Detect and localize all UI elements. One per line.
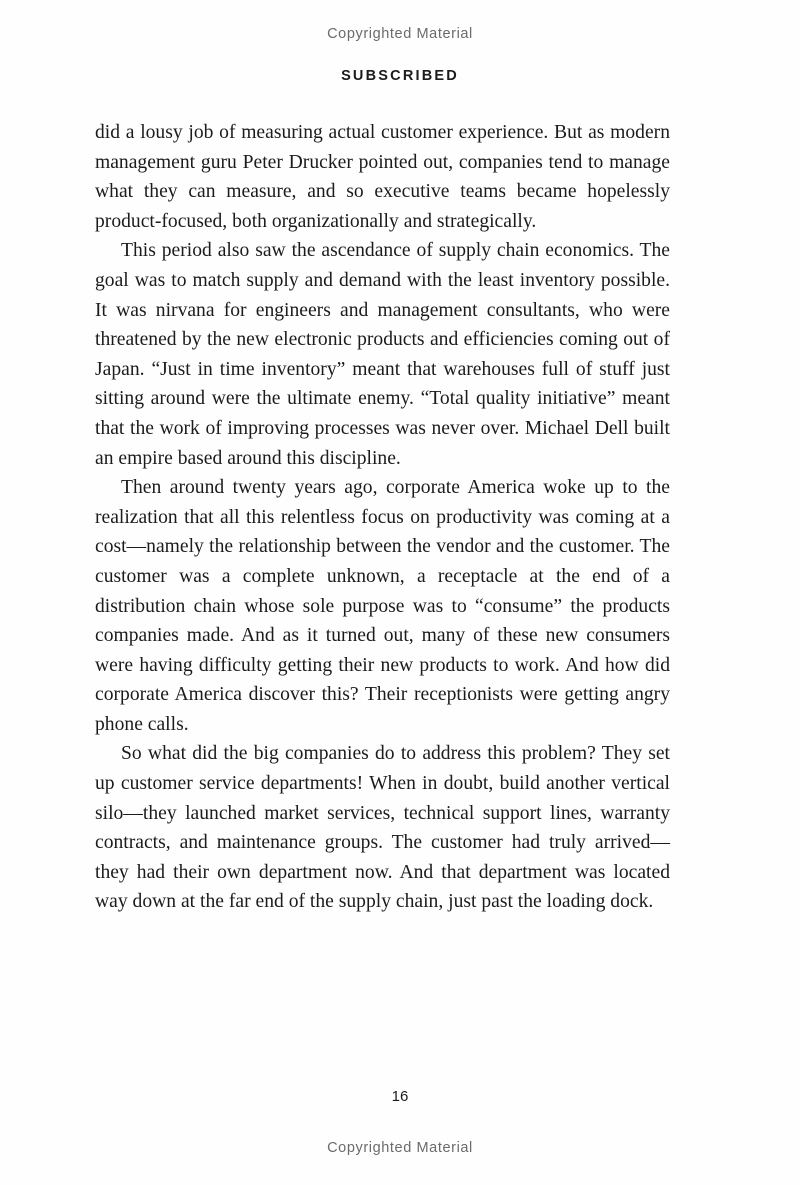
- paragraph: Then around twenty years ago, corporate America woke up to the realization that all this relentless focus on productivity was coming at a cost—namely the relationship between the vendor and the customer. The customer was a complete unknown, a receptacle at the end of a distribution chain whose sole purpose was to “consume” the products companies made. And as it turned out, many of these new consumers were having difficulty getting their new products to work. And how did corporate America discover this? Their receptionists were getting angry phone calls.: [95, 477, 670, 735]
- paragraph: did a lousy job of measuring actual customer experience. But as modern management guru Peter Drucker pointed out, companies tend to manage what they can measure, and so executive teams became hopelessly product-focused, both organizationally and strategically.: [95, 122, 670, 232]
- page-number: 16: [391, 1088, 409, 1105]
- body-text: [95, 118, 670, 917]
- paragraph: This period also saw the ascendance of supply chain economics. The goal was to match supply and demand with the least inventory possible. It was nirvana for engineers and management consultants, who were threatened by the new electronic products and efficiencies coming out of Japan. “Just in time inventory” meant that warehouses full of stuff just sitting around were the ultimate enemy. “Total quality initiative” meant that the work of improving processes was never over. Michael Dell built an empire based around this discipline.: [95, 240, 670, 469]
- running-head: SUBSCRIBED: [341, 68, 459, 84]
- copyright-watermark-bottom: Copyrighted Material: [327, 1140, 473, 1156]
- paragraph: So what did the big companies do to address this problem? They set up customer service departments! When in doubt, build another vertical silo—they launched market services, technical support lines, warranty contracts, and maintenance groups. The customer had truly arrived—they had their own department now. And that department was located way down at the far end of the supply chain, just past the loading dock.: [95, 743, 670, 913]
- copyright-watermark-top: Copyrighted Material: [327, 26, 473, 42]
